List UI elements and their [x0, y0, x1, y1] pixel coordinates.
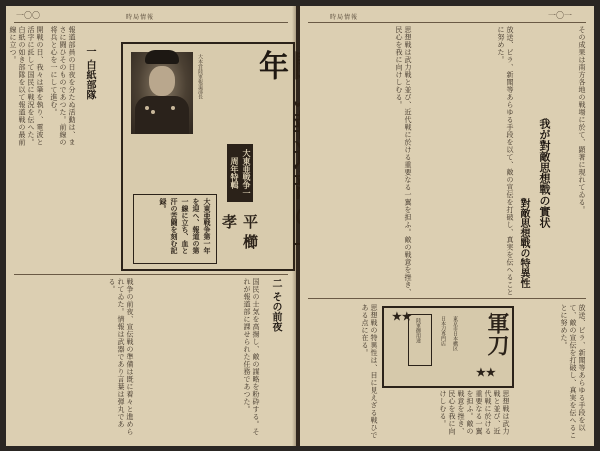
left-page [6, 6, 296, 446]
page-number: 一〇〇 [16, 11, 40, 20]
author-name: 平櫛孝 [220, 214, 259, 254]
military-cap-shape [145, 50, 179, 64]
body-text-column: 開戦の日、我々は筆を執り、電波と活字に託して国民に戦況を伝へた。白紙の如き部隊を以て報道戦の最前線に立つ。 [9, 26, 44, 146]
right-page [300, 6, 594, 446]
section-heading-3: 我が對敵思想戰の實状 [538, 118, 551, 228]
column-rule [308, 298, 586, 299]
lead-box [133, 194, 217, 264]
body-text-column: 思想戦は武力戦と並び、近代戦に於ける重要なる一翼を担ふ。敵の戦意を挫き、民心を我に向けしむる。 [439, 390, 510, 435]
body-text-column: 国民の士気を高揚し、敵の謀略を粉砕する。それが報道部に課せられた任務であつた。 [243, 278, 260, 436]
medal-icon [145, 106, 149, 110]
header-rule [14, 22, 288, 23]
body-text-column: 思想戦の特異性は、目に見えざる戦ひである点に在る。 [361, 304, 378, 439]
section-heading-4: 對敵思想戰の特異性 [518, 198, 529, 288]
star-icon: ★★ [476, 366, 496, 379]
section-heading-2: 二 その前夜 [270, 278, 281, 332]
body-text-column: 放送、ビラ、新聞等あらゆる手段を以て、敵の宣伝を打破し、真実を伝へることに努めた。 [497, 26, 514, 296]
ad-text: 日本刀専門店 [440, 316, 446, 346]
column-rule [14, 274, 288, 275]
portrait-caption: 大本営陸軍報道部長 [197, 54, 203, 99]
medal-icon [151, 110, 155, 114]
section-heading-1: 一 白紙部隊 [84, 46, 95, 100]
uniform-shape [135, 96, 189, 134]
ad-brand: 軍刀 [484, 312, 509, 356]
advertisement-box [382, 306, 514, 388]
running-header: 時局情報 [330, 14, 359, 21]
ad-text: 東京市日本橋区 [452, 316, 458, 351]
ad-text: 陸軍御用達 [415, 318, 421, 343]
article-subtitle: 大東亜戦争一周年特輯 [227, 144, 253, 202]
body-text-column: 報道部員の日夜を分たぬ活動は、まさに闘ひそのものであつた。前線の将兵と心を一にして進む。 [50, 26, 76, 146]
body-text-column: 放送、ビラ、新聞等あらゆる手段を以て、敵の宣伝を打破し、真実を伝へることに努めた。 [560, 304, 586, 439]
author-portrait [131, 52, 193, 134]
running-header: 時局情報 [126, 14, 155, 21]
page-number: 一〇一 [548, 11, 572, 20]
medal-icon [171, 106, 175, 110]
body-text-column: その成果は南方各地の戦場に於て、顕著に現れてゐる。 [578, 26, 586, 214]
body-text-column: 思想戦は武力戦と並び、近代戦に於ける重要なる一翼を担ふ。敵の戦意を挫き、民心を我に向けしむる。 [395, 26, 412, 296]
face-shape [149, 66, 175, 96]
article-title: 年 [253, 50, 288, 80]
star-icon: ★★ [392, 310, 412, 323]
article-title-box [121, 42, 295, 271]
header-rule [308, 22, 586, 23]
ad-inner-box [408, 314, 432, 366]
body-text-column: 戦争の前夜、宣伝戦の準備は既に着々と進められてゐた。情報は武器であり言葉は弾丸である。 [108, 278, 134, 436]
lead-text: 大東亜戦争第一年を迎へ、報道の第一線に立ち、血と汗の苦闘を刻む記録。 [159, 198, 212, 254]
